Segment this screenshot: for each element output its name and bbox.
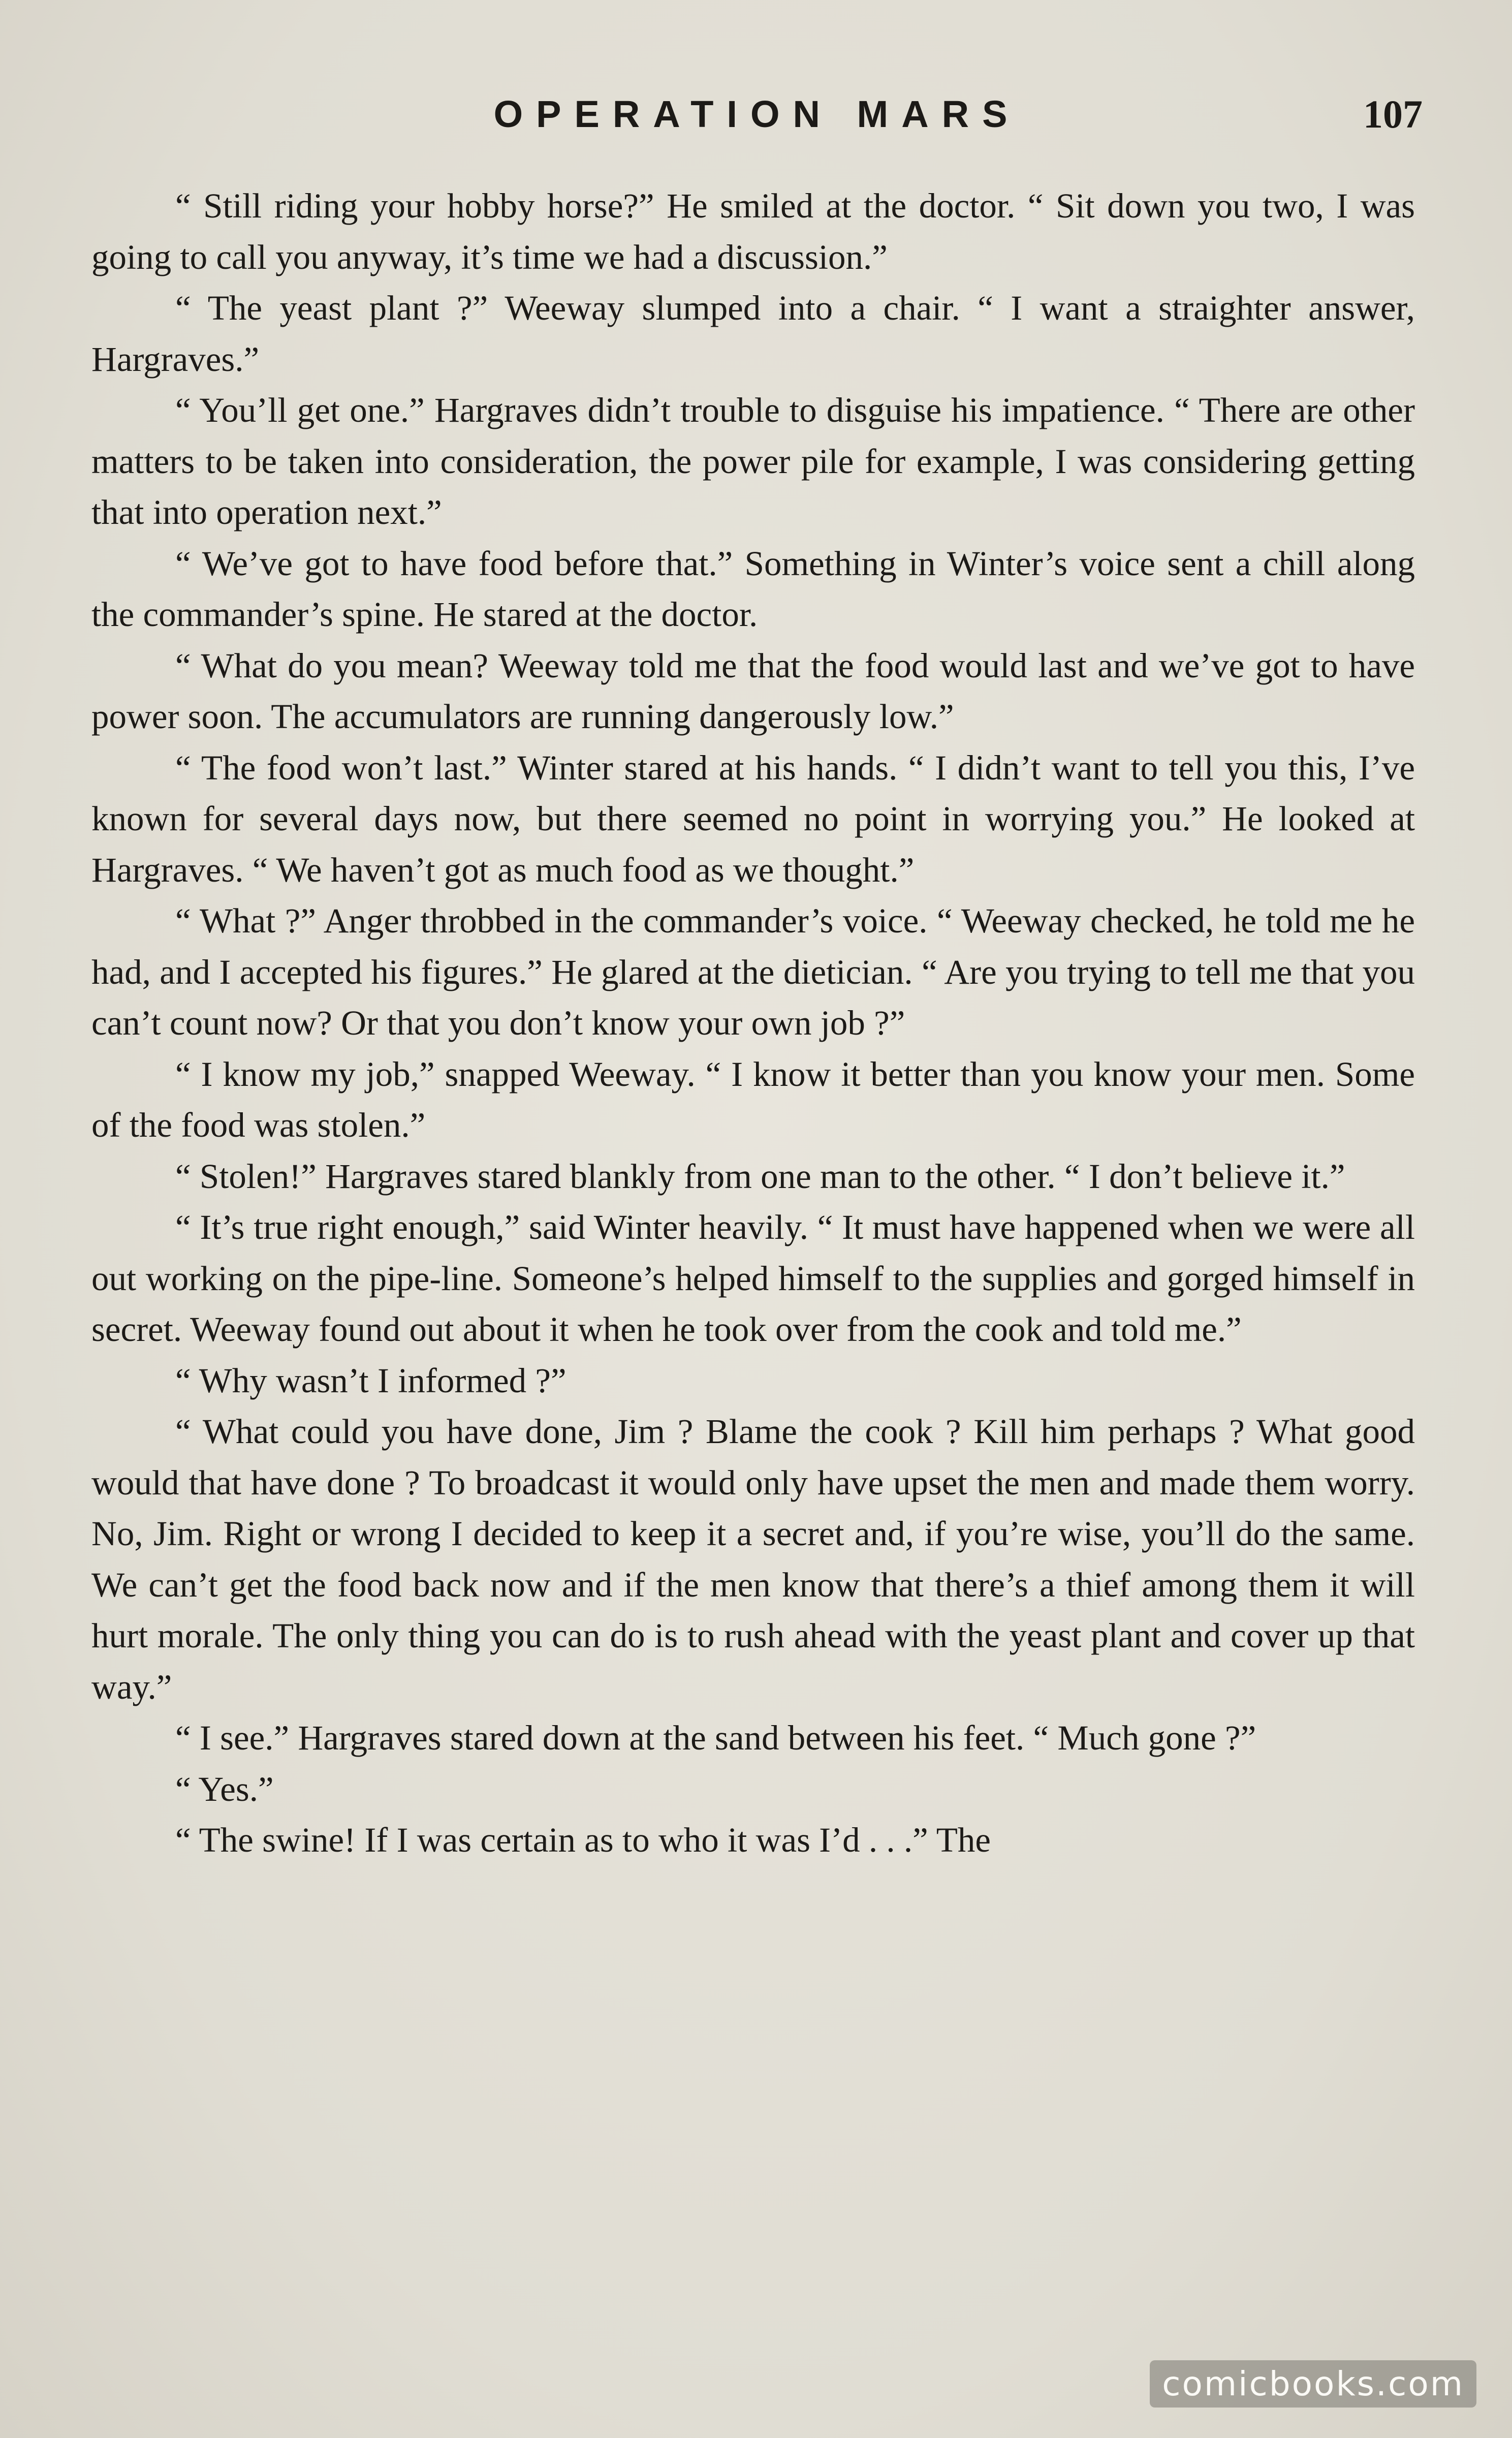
watermark: comicbooks.com — [1150, 2360, 1476, 2408]
body-text — [91, 180, 1415, 1866]
running-header — [91, 84, 1423, 150]
paragraph: “ I know my job,” snapped Weeway. “ I know it better than you know your men. Some of the food was stolen.” — [91, 1054, 1415, 1144]
paragraph: “ Stolen!” Hargraves stared blankly from one man to the other. “ I don’t believe it.” — [175, 1157, 1345, 1196]
paragraph: “ I see.” Hargraves stared down at the sand between his feet. “ Much gone ?” — [175, 1718, 1256, 1757]
running-title: OPERATION MARS — [493, 93, 1021, 135]
paragraph: “ Yes.” — [175, 1769, 274, 1808]
paragraph: “ We’ve got to have food before that.” Something in Winter’s voice sent a chill along the commander’s spine. He stared at the doctor. — [91, 544, 1415, 634]
paragraph: “ What could you have done, Jim ? Blame the cook ? Kill him perhaps ? What good would that have done ? To broadcast it would only have upset the men and made them worry. No, Jim. Right or wrong I decided to keep it a secret and, if you’re wise, you’ll do the same. We can’t get the food back now and if the men know that there’s a thief among them it will hurt morale. The only thing you can do is to rush ahead with the yeast plant and cover up that way.” — [91, 1412, 1415, 1706]
page-number: 107 — [1363, 92, 1423, 136]
paragraph: “ What do you mean? Weeway told me that the food would last and we’ve got to have power soon. The accumulators are running dangerously low.” — [91, 646, 1415, 736]
paragraph: “ The swine! If I was certain as to who it was I’d . . .” The — [175, 1821, 991, 1859]
paragraph: “ Still riding your hobby horse?” He smiled at the doctor. “ Sit down you two, I was going to call you anyway, it’s time we had a discussion.” — [91, 186, 1415, 276]
paragraph: “ What ?” Anger throbbed in the commander’s voice. “ Weeway checked, he told me he had, and I accepted his figures.” He glared at the dietician. “ Are you trying to tell me that you can’t count now? Or that you don’t know your own job ?” — [91, 901, 1415, 1042]
paragraph: “ You’ll get one.” Hargraves didn’t trouble to disguise his impatience. “ There are other matters to be taken into consideration, the power pile for example, I was considering getting that into operation next.” — [91, 391, 1415, 532]
paragraph: “ The food won’t last.” Winter stared at his hands. “ I didn’t want to tell you this, I’ve known for several days now, but there seemed no point in worrying you.” He looked at Hargraves. “ We haven’t got as much food as we thought.” — [91, 748, 1415, 889]
paragraph: “ Why wasn’t I informed ?” — [175, 1361, 566, 1400]
paragraph: “ It’s true right enough,” said Winter heavily. “ It must have happened when we were all out working on the pipe-line. Someone’s helped himself to the supplies and gorged himself in secret. Weeway found out about it when he took over from the cook and told me.” — [91, 1208, 1415, 1349]
paragraph: “ The yeast plant ?” Weeway slumped into a chair. “ I want a straighter answer, Hargraves.” — [91, 289, 1415, 379]
